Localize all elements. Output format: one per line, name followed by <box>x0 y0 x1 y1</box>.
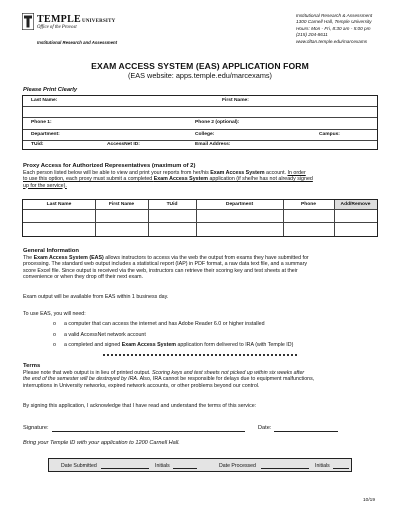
availability-text: Exam output will be available from EAS within 1 business day. <box>23 294 169 300</box>
applicant-fields <box>22 95 378 150</box>
terms-text: Please note that web output is in lieu of printed output. Scoring keys and test sheets not picked up within six weeks after the end of the semester will be destroyed by IRA. Also, IRA cannot be responsible for delays due to equipment malfunctions, interruptions in University networks, expired network accounts, or other problems beyond our control. <box>23 370 315 389</box>
acknowledgement: By signing this application, I acknowledge that I have read and understand the terms of this service: <box>23 403 257 409</box>
last-name-field[interactable]: Last Name: <box>31 98 58 103</box>
logo-word: TEMPLE <box>37 14 82 25</box>
proxy-table <box>22 199 378 237</box>
contact-line: www.tiltan.temple.edu/marcexams <box>296 38 368 44</box>
terms-heading: Terms <box>23 363 41 369</box>
dotted-divider <box>103 354 297 356</box>
email-field[interactable]: Email Address: <box>195 142 231 147</box>
contact-line: 1300 Carnell Hall, Temple University <box>296 19 372 25</box>
requirements-intro: To use EAS, you will need: <box>23 311 86 317</box>
general-paragraph: The Exam Access System (EAS) allows instructors to access via the web the output from exams they have submitted for processing. The standard web output includes a statistical report (IAP) in PDF format, a raw data text file, and a summary score Excel file. Since output is received via the web, instructors can retrieve their scoring key and test sheets at their convenience or when they drop off their next exam. <box>23 255 309 280</box>
form-title: EXAM ACCESS SYSTEM (EAS) APPLICATION FORM <box>91 61 309 71</box>
logo-office: Office of the Provost <box>37 25 77 30</box>
college-field[interactable]: College: <box>195 132 215 137</box>
contact-line: Hours: Mon - Fri, 8:30 am - 5:00 pm <box>296 25 371 31</box>
date-label: Date: <box>258 425 272 431</box>
signature-line[interactable] <box>52 431 245 432</box>
first-name-field[interactable]: First Name: <box>222 98 249 103</box>
department-field[interactable]: Department: <box>31 132 60 137</box>
col-add-remove: Add/Remove <box>340 202 371 207</box>
col-first-name: First Name <box>108 202 135 207</box>
initials2-label: Initials <box>315 463 330 469</box>
bullet-glyph: o <box>53 321 56 327</box>
phone2-field[interactable]: Phone 2 (optional): <box>195 120 240 125</box>
col-last-name: Last Name <box>46 202 72 207</box>
phone1-field[interactable]: Phone 1: <box>31 120 52 125</box>
office-use-box <box>48 458 352 472</box>
col-phone: Phone <box>301 202 316 207</box>
temple-logo <box>22 13 142 55</box>
tuid-field[interactable]: TUid: <box>31 142 44 147</box>
temple-t-icon <box>22 13 34 30</box>
general-heading: General Information <box>23 248 79 254</box>
campus-field[interactable]: Campus: <box>319 132 340 137</box>
logo-dept: Institutional Research and Assessment <box>37 40 118 45</box>
contact-block <box>296 13 396 45</box>
col-department: Department <box>225 202 254 207</box>
bring-id-note: Bring your Temple ID with your application to 1200 Carnell Hall. <box>23 440 180 446</box>
bullet-glyph: o <box>53 332 56 338</box>
date-submitted-label: Date Submitted <box>61 463 97 469</box>
contact-line: (215) 204-8611 <box>296 32 328 38</box>
proxy-heading: Proxy Access for Authorized Representatives (maximum of 2) <box>23 163 196 169</box>
proxy-text: Each person listed below will be able to view and print your reports from her/his Exam Access System account. In order to use this option, each proxy must submit a completed Exam Access System application (if she/he has not already signed up for the service). <box>23 170 313 189</box>
requirement-accessnet: a valid AccessNet network account <box>64 332 146 338</box>
form-subtitle: (EAS website: apps.temple.edu/marcexams) <box>128 71 272 80</box>
requirement-application: a completed and signed Exam Access System application form delivered to IRA (with Temple ID) <box>64 342 294 348</box>
logo-university: UNIVERSITY <box>82 19 116 24</box>
requirement-computer: a computer that can access the internet and has Adobe Reader 6.0 or higher installed <box>64 321 265 327</box>
print-clearly: Please Print Clearly <box>23 87 78 93</box>
col-tuid: TUid <box>166 202 178 207</box>
form-version: 10/19 <box>363 498 376 503</box>
contact-line: Institutional Research & Assessment <box>296 13 373 18</box>
bullet-glyph: o <box>53 342 56 348</box>
signature-label: Signature: <box>23 425 49 431</box>
accessnet-field[interactable]: AccessNet ID: <box>107 142 140 147</box>
date-processed-label: Date Processed <box>219 463 256 469</box>
initials1-label: Initials <box>155 463 170 469</box>
date-line[interactable] <box>274 431 338 432</box>
